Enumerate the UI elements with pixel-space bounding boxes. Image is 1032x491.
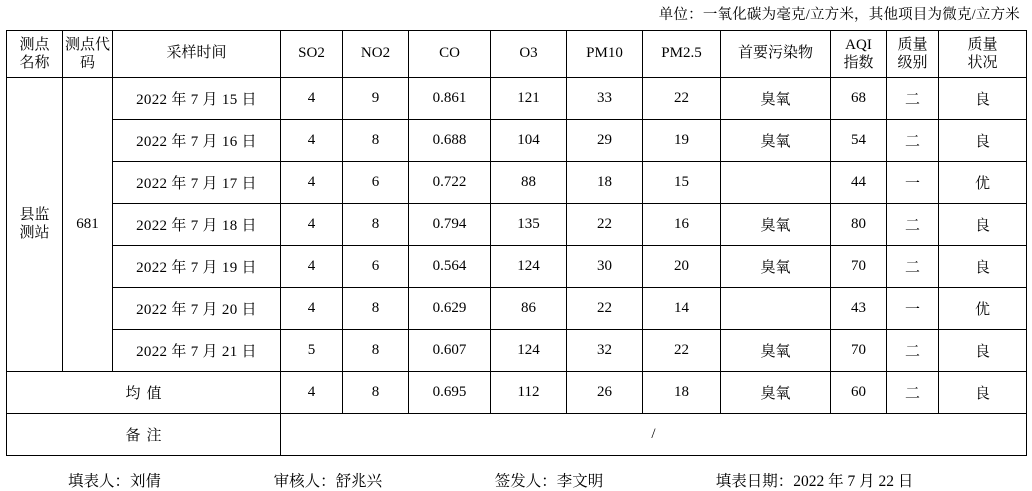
cell-aqi: 70	[831, 245, 887, 287]
header-so2: SO2	[281, 30, 343, 77]
cell-o3: 124	[491, 245, 567, 287]
cell-status: 良	[939, 119, 1027, 161]
cell-pm25: 19	[643, 119, 721, 161]
table-row	[7, 203, 1027, 245]
header-quality-status-line2: 状况	[967, 54, 998, 71]
cell-level: 二	[887, 77, 939, 119]
cell-status: 良	[939, 329, 1027, 371]
cell-no2: 6	[343, 245, 409, 287]
average-pollutant: 臭氧	[721, 371, 831, 413]
footer-filler: 填表人：刘倩	[68, 472, 162, 490]
cell-o3: 86	[491, 287, 567, 329]
cell-status: 优	[939, 287, 1027, 329]
cell-co: 0.629	[409, 287, 491, 329]
header-no2: NO2	[343, 30, 409, 77]
cell-co: 0.861	[409, 77, 491, 119]
cell-co: 0.722	[409, 161, 491, 203]
cell-aqi: 54	[831, 119, 887, 161]
station-code-cell: 681	[63, 77, 113, 371]
average-pm10: 26	[567, 371, 643, 413]
cell-pm10: 22	[567, 287, 643, 329]
average-no2: 8	[343, 371, 409, 413]
cell-pm10: 22	[567, 203, 643, 245]
header-row	[7, 30, 1027, 77]
cell-pm10: 32	[567, 329, 643, 371]
header-o3: O3	[491, 30, 567, 77]
cell-pm10: 30	[567, 245, 643, 287]
cell-pm25: 14	[643, 287, 721, 329]
cell-pollutant: 臭氧	[721, 77, 831, 119]
cell-pollutant: 臭氧	[721, 203, 831, 245]
cell-level: 二	[887, 245, 939, 287]
footer-issuer: 签发人：李文明	[494, 472, 604, 490]
table-row	[7, 77, 1027, 119]
cell-no2: 8	[343, 203, 409, 245]
cell-o3: 121	[491, 77, 567, 119]
header-station-name	[7, 30, 63, 77]
cell-time: 2022 年 7 月 15 日	[113, 77, 281, 119]
footer-date: 填表日期：2022 年 7 月 22 日	[715, 472, 914, 490]
table-body	[7, 77, 1027, 455]
header-aqi-line1: AQI	[845, 36, 872, 53]
cell-so2: 5	[281, 329, 343, 371]
cell-so2: 4	[281, 77, 343, 119]
cell-pollutant	[721, 161, 831, 203]
cell-level: 一	[887, 161, 939, 203]
cell-status: 良	[939, 245, 1027, 287]
average-pm25: 18	[643, 371, 721, 413]
cell-status: 优	[939, 161, 1027, 203]
cell-so2: 4	[281, 203, 343, 245]
average-co: 0.695	[409, 371, 491, 413]
cell-pm10: 33	[567, 77, 643, 119]
header-pm10: PM10	[567, 30, 643, 77]
cell-co: 0.607	[409, 329, 491, 371]
cell-time: 2022 年 7 月 19 日	[113, 245, 281, 287]
cell-o3: 124	[491, 329, 567, 371]
cell-no2: 8	[343, 329, 409, 371]
air-quality-table	[6, 30, 1027, 456]
average-label: 均值	[7, 371, 281, 413]
remark-row	[7, 413, 1027, 455]
header-co: CO	[409, 30, 491, 77]
footer-reviewer: 审核人：舒兆兴	[273, 472, 383, 490]
cell-o3: 104	[491, 119, 567, 161]
average-o3: 112	[491, 371, 567, 413]
cell-time: 2022 年 7 月 20 日	[113, 287, 281, 329]
cell-level: 一	[887, 287, 939, 329]
footer-signatures	[6, 456, 1026, 491]
cell-aqi: 70	[831, 329, 887, 371]
average-level: 二	[887, 371, 939, 413]
header-station-code	[63, 30, 113, 77]
cell-no2: 8	[343, 287, 409, 329]
cell-no2: 8	[343, 119, 409, 161]
table-row	[7, 161, 1027, 203]
average-so2: 4	[281, 371, 343, 413]
cell-time: 2022 年 7 月 21 日	[113, 329, 281, 371]
header-quality-level-line1: 质量	[897, 36, 928, 53]
cell-co: 0.564	[409, 245, 491, 287]
cell-pollutant: 臭氧	[721, 329, 831, 371]
table-row	[7, 329, 1027, 371]
cell-time: 2022 年 7 月 18 日	[113, 203, 281, 245]
header-station-code-line1: 测点代	[65, 36, 111, 53]
cell-time: 2022 年 7 月 17 日	[113, 161, 281, 203]
cell-pm25: 22	[643, 329, 721, 371]
table-row	[7, 119, 1027, 161]
cell-so2: 4	[281, 161, 343, 203]
station-name-line2: 测站	[19, 225, 50, 241]
cell-status: 良	[939, 203, 1027, 245]
cell-co: 0.688	[409, 119, 491, 161]
cell-so2: 4	[281, 119, 343, 161]
cell-pollutant: 臭氧	[721, 119, 831, 161]
cell-pm10: 18	[567, 161, 643, 203]
cell-aqi: 43	[831, 287, 887, 329]
cell-pm25: 20	[643, 245, 721, 287]
cell-no2: 9	[343, 77, 409, 119]
cell-level: 二	[887, 119, 939, 161]
cell-time: 2022 年 7 月 16 日	[113, 119, 281, 161]
cell-so2: 4	[281, 245, 343, 287]
header-aqi	[831, 30, 887, 77]
cell-level: 二	[887, 329, 939, 371]
cell-status: 良	[939, 77, 1027, 119]
cell-aqi: 80	[831, 203, 887, 245]
header-quality-level	[887, 30, 939, 77]
header-station-name-line1: 测点	[19, 36, 50, 53]
table-header	[7, 30, 1027, 77]
cell-aqi: 44	[831, 161, 887, 203]
station-name-cell	[7, 77, 63, 371]
cell-level: 二	[887, 203, 939, 245]
header-station-code-line2: 码	[79, 54, 95, 71]
cell-pm10: 29	[567, 119, 643, 161]
station-name-line1: 县监	[19, 207, 50, 223]
cell-pm25: 16	[643, 203, 721, 245]
header-pm25: PM2.5	[643, 30, 721, 77]
cell-pm25: 22	[643, 77, 721, 119]
cell-aqi: 68	[831, 77, 887, 119]
cell-pm25: 15	[643, 161, 721, 203]
cell-so2: 4	[281, 287, 343, 329]
header-quality-status-line1: 质量	[967, 36, 998, 53]
header-sample-time: 采样时间	[113, 30, 281, 77]
table-row	[7, 287, 1027, 329]
cell-o3: 135	[491, 203, 567, 245]
header-station-name-line2: 名称	[19, 54, 50, 71]
average-row	[7, 371, 1027, 413]
average-aqi: 60	[831, 371, 887, 413]
table-row	[7, 245, 1027, 287]
cell-o3: 88	[491, 161, 567, 203]
header-quality-level-line2: 级别	[897, 54, 928, 71]
cell-no2: 6	[343, 161, 409, 203]
average-status: 良	[939, 371, 1027, 413]
cell-pollutant: 臭氧	[721, 245, 831, 287]
header-aqi-line2: 指数	[843, 54, 874, 71]
header-main-pollutant: 首要污染物	[721, 30, 831, 77]
cell-pollutant	[721, 287, 831, 329]
header-quality-status	[939, 30, 1027, 77]
unit-note: 单位：一氧化碳为毫克/立方米，其他项目为微克/立方米	[658, 7, 1020, 23]
remark-label: 备注	[7, 413, 281, 455]
cell-co: 0.794	[409, 203, 491, 245]
remark-value: /	[281, 413, 1027, 455]
